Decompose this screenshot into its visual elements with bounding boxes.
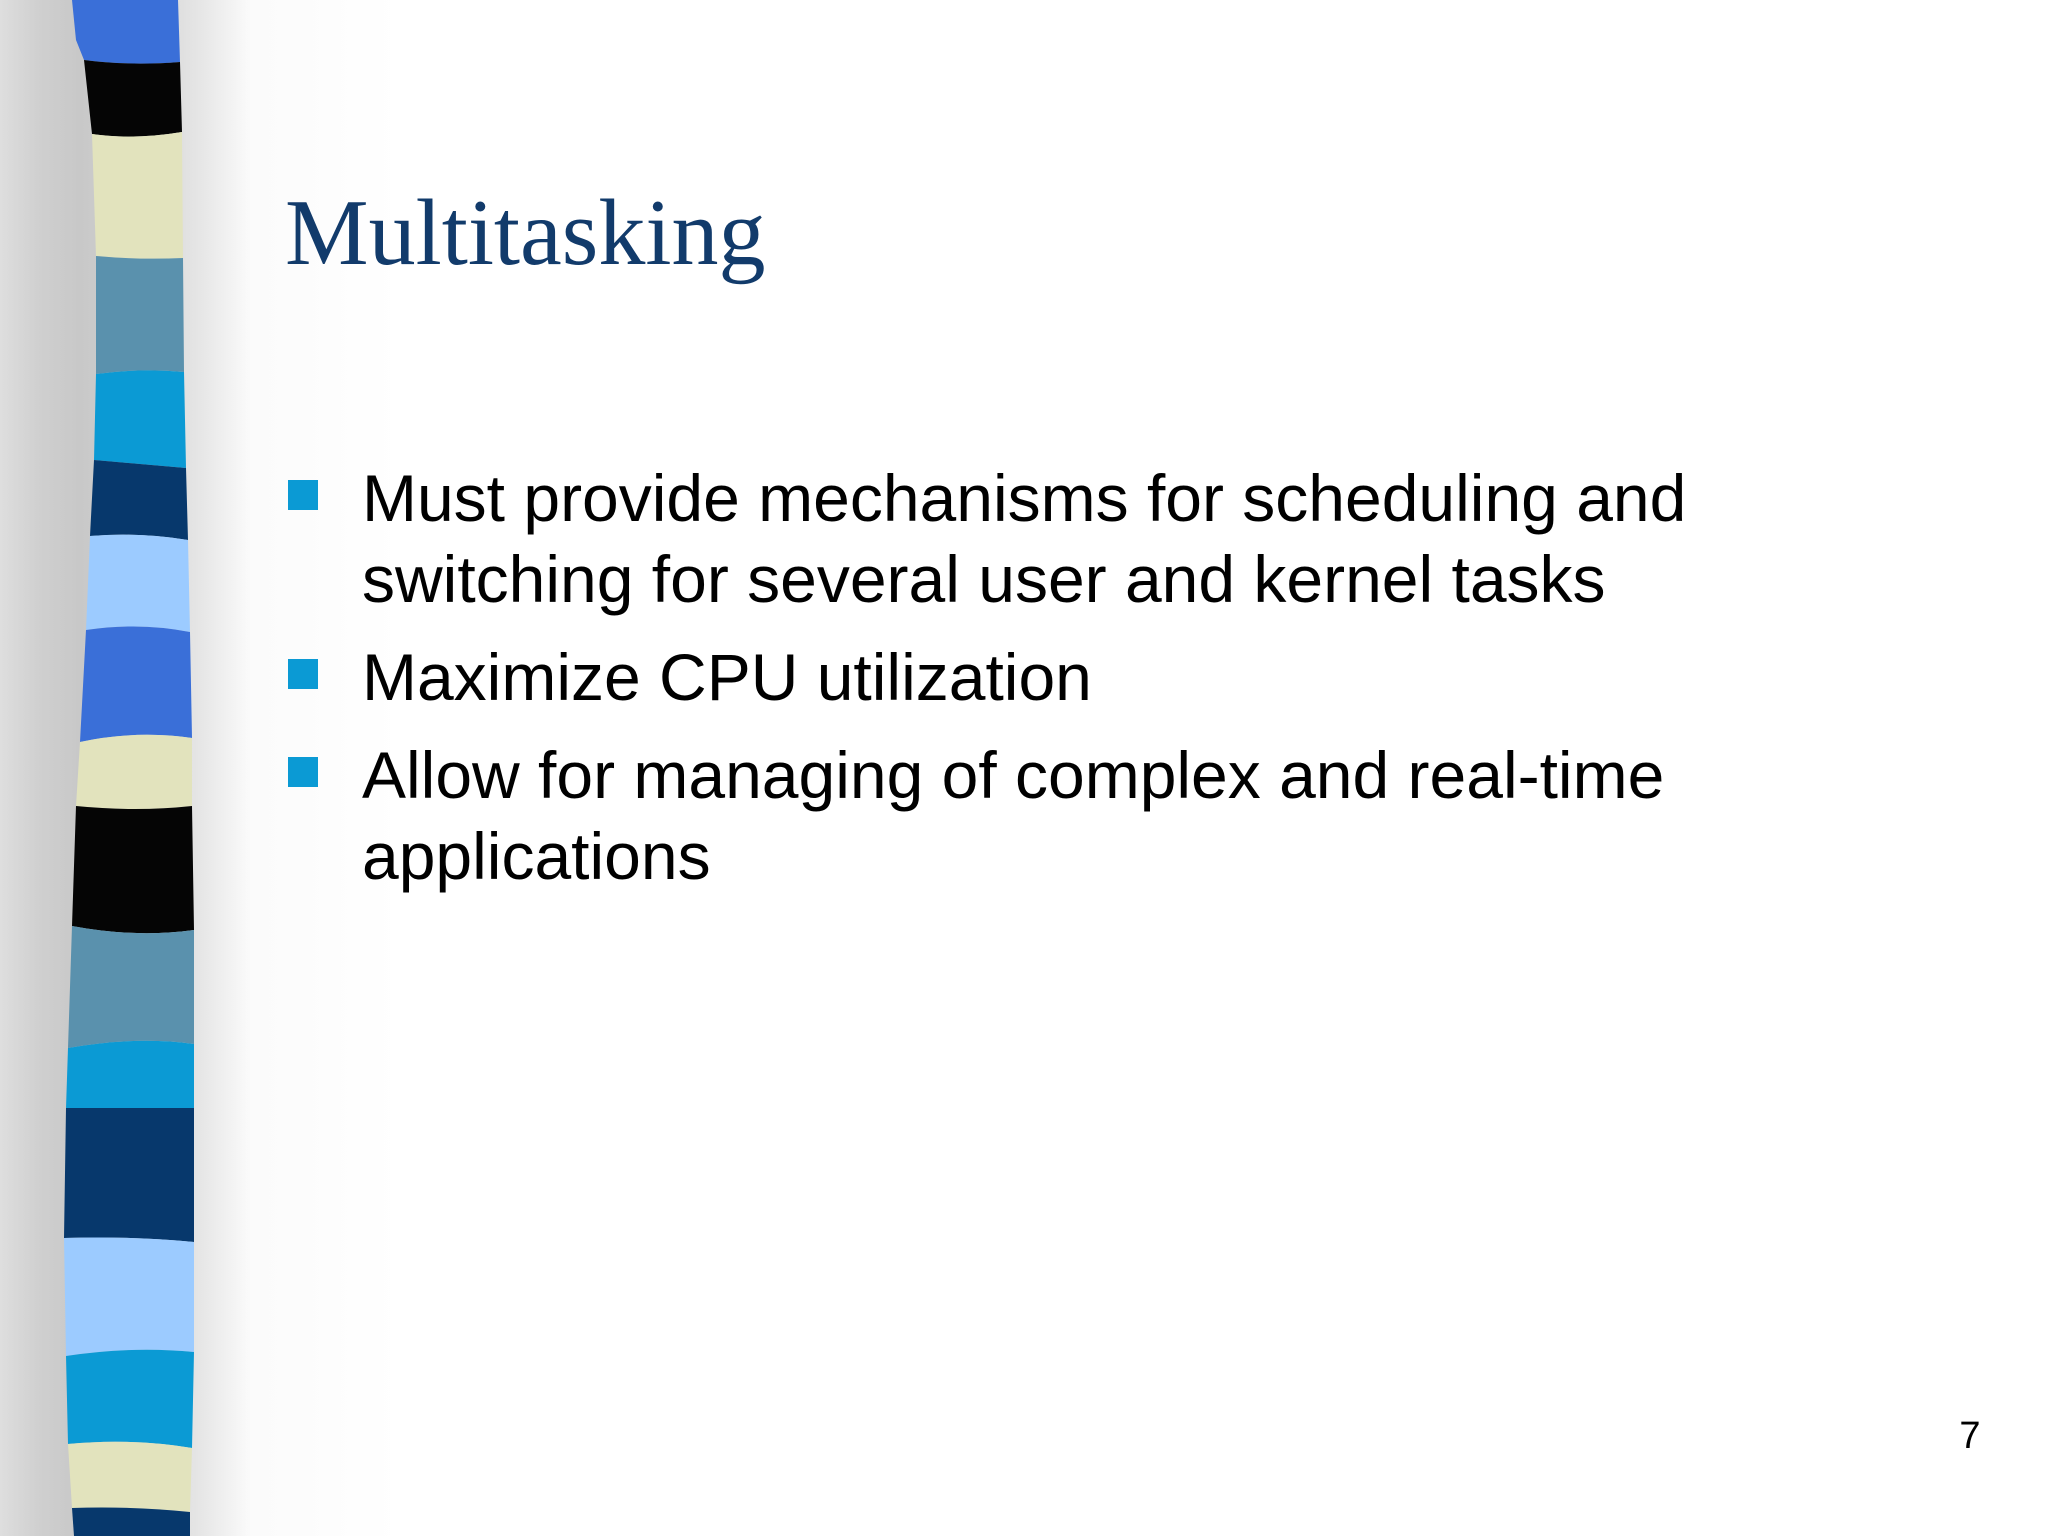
band-stripe [86,535,190,632]
bullet-item [286,637,1786,718]
band-stripe [68,926,194,1048]
band-stripe [94,370,186,468]
band-stripe [92,132,183,259]
bullet-item [286,735,1786,897]
band-stripe [66,1350,194,1448]
square-bullet-icon [288,659,318,689]
bullet-text: Maximize CPU utilization [362,640,1092,714]
band-stripe [72,1508,190,1536]
band-stripe [80,626,192,742]
band-stripe [72,806,194,933]
band-stripe [72,0,180,64]
bullet-text: Must provide mechanisms for scheduling and switching for several user and kernel tasks [362,461,1687,616]
band-stripe [84,60,182,137]
band-stripe [66,1041,194,1108]
band-stripe [96,256,184,374]
bullet-list [286,458,1786,914]
bullet-item [286,458,1786,620]
band-stripe [68,1442,192,1512]
band-stripe [64,1108,194,1242]
band-stripe [76,735,192,809]
band-stripe [64,1238,194,1357]
square-bullet-icon [288,757,318,787]
square-bullet-icon [288,480,318,510]
page-number: 7 [1959,1415,1981,1457]
slide-title: Multitasking [285,181,766,285]
bullet-text: Allow for managing of complex and real-time applications [362,738,1665,893]
decorative-striped-band [0,0,250,1536]
band-stripe [90,460,188,540]
